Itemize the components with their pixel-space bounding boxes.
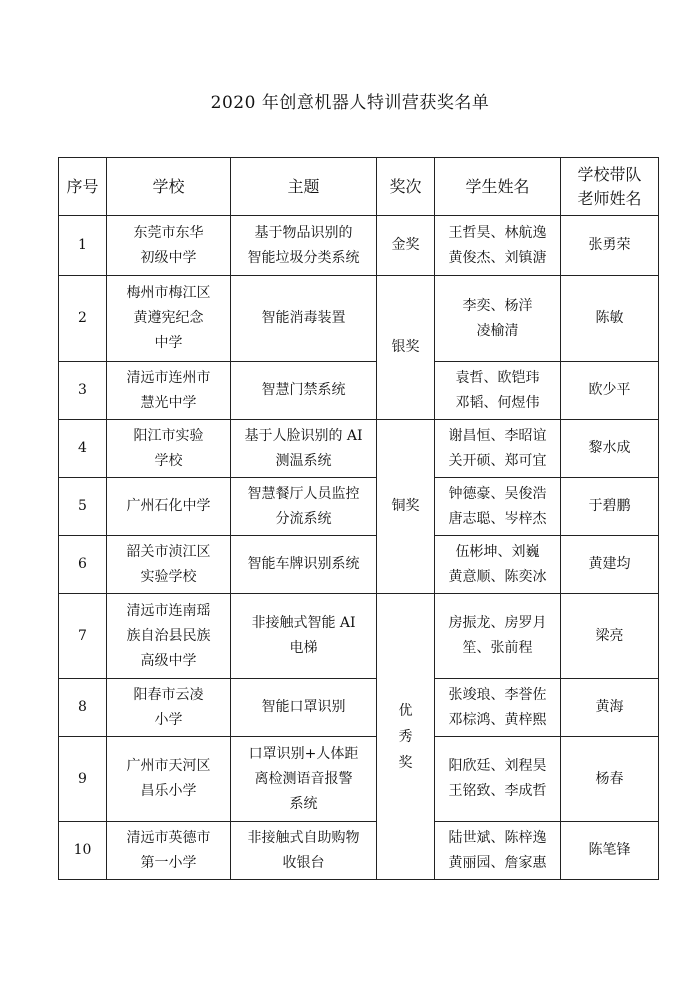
table-row (59, 536, 659, 594)
cell-topic: 智能车牌识别系统 (231, 536, 377, 594)
cell-award-gold: 金奖 (377, 216, 435, 276)
cell-index: 7 (59, 594, 107, 679)
cell-school: 阳春市云凌 小学 (107, 679, 231, 737)
table-row (59, 478, 659, 536)
cell-school: 广州石化中学 (107, 478, 231, 536)
cell-school: 清远市连州市 慧光中学 (107, 362, 231, 420)
cell-school: 广州市天河区 昌乐小学 (107, 737, 231, 822)
cell-award-bronze: 铜奖 (377, 420, 435, 594)
cell-award-silver: 银奖 (377, 276, 435, 420)
table-row (59, 822, 659, 880)
cell-topic: 智能消毒装置 (231, 276, 377, 362)
table-row (59, 594, 659, 679)
cell-teacher: 黄建均 (561, 536, 659, 594)
header-school: 学校 (107, 158, 231, 216)
table-row (59, 216, 659, 276)
cell-teacher: 杨春 (561, 737, 659, 822)
header-students: 学生姓名 (435, 158, 561, 216)
header-topic: 主题 (231, 158, 377, 216)
table-row (59, 679, 659, 737)
cell-school: 梅州市梅江区 黄遵宪纪念 中学 (107, 276, 231, 362)
cell-students: 伍彬坤、刘巍 黄意顺、陈奕冰 (435, 536, 561, 594)
cell-students: 陆世斌、陈梓逸 黄丽园、詹家惠 (435, 822, 561, 880)
cell-students: 袁哲、欧铠玮 邓韬、何煜伟 (435, 362, 561, 420)
cell-teacher: 张勇荣 (561, 216, 659, 276)
cell-index: 5 (59, 478, 107, 536)
cell-index: 10 (59, 822, 107, 880)
cell-teacher: 陈敏 (561, 276, 659, 362)
awards-table (58, 157, 659, 880)
table-row (59, 362, 659, 420)
table-row (59, 737, 659, 822)
cell-index: 2 (59, 276, 107, 362)
cell-students: 谢昌恒、李昭谊 关开硕、郑可宜 (435, 420, 561, 478)
cell-index: 3 (59, 362, 107, 420)
cell-teacher: 黄海 (561, 679, 659, 737)
award-excellence-label: 优秀奖 (398, 702, 413, 771)
cell-topic: 智能口罩识别 (231, 679, 377, 737)
header-award: 奖次 (377, 158, 435, 216)
cell-index: 8 (59, 679, 107, 737)
page-title: 2020 年创意机器人特训营获奖名单 (210, 93, 490, 113)
cell-students: 房振龙、房罗月 笙、张前程 (435, 594, 561, 679)
cell-index: 1 (59, 216, 107, 276)
cell-teacher: 于碧鹏 (561, 478, 659, 536)
header-row (59, 158, 659, 216)
cell-students: 钟德豪、吴俊浩 唐志聪、岑梓杰 (435, 478, 561, 536)
cell-teacher: 欧少平 (561, 362, 659, 420)
cell-topic: 基于人脸识别的 AI 测温系统 (231, 420, 377, 478)
cell-teacher: 陈笔锋 (561, 822, 659, 880)
cell-school: 清远市连南瑶 族自治县民族 高级中学 (107, 594, 231, 679)
cell-topic: 非接触式自助购物 收银台 (231, 822, 377, 880)
cell-index: 4 (59, 420, 107, 478)
cell-school: 东莞市东华 初级中学 (107, 216, 231, 276)
cell-teacher: 梁亮 (561, 594, 659, 679)
cell-teacher: 黎水成 (561, 420, 659, 478)
cell-school: 阳江市实验 学校 (107, 420, 231, 478)
header-teacher: 学校带队 老师姓名 (561, 158, 659, 216)
cell-school: 清远市英德市 第一小学 (107, 822, 231, 880)
cell-topic: 口罩识别+人体距 离检测语音报警 系统 (231, 737, 377, 822)
cell-students: 阳欣廷、刘程昊 王铭致、李成哲 (435, 737, 561, 822)
header-index: 序号 (59, 158, 107, 216)
cell-index: 9 (59, 737, 107, 822)
cell-topic: 智慧餐厅人员监控 分流系统 (231, 478, 377, 536)
cell-topic: 非接触式智能 AI 电梯 (231, 594, 377, 679)
table-row (59, 276, 659, 362)
cell-topic: 基于物品识别的 智能垃圾分类系统 (231, 216, 377, 276)
cell-index: 6 (59, 536, 107, 594)
cell-school: 韶关市浈江区 实验学校 (107, 536, 231, 594)
cell-topic: 智慧门禁系统 (231, 362, 377, 420)
cell-students: 王哲昊、林航逸 黄俊杰、刘镇溏 (435, 216, 561, 276)
cell-students: 张竣琅、李誉佐 邓棕鸿、黄梓熙 (435, 679, 561, 737)
cell-students: 李奕、杨洋 凌榆清 (435, 276, 561, 362)
cell-award-excellence (377, 594, 435, 880)
table-row (59, 420, 659, 478)
